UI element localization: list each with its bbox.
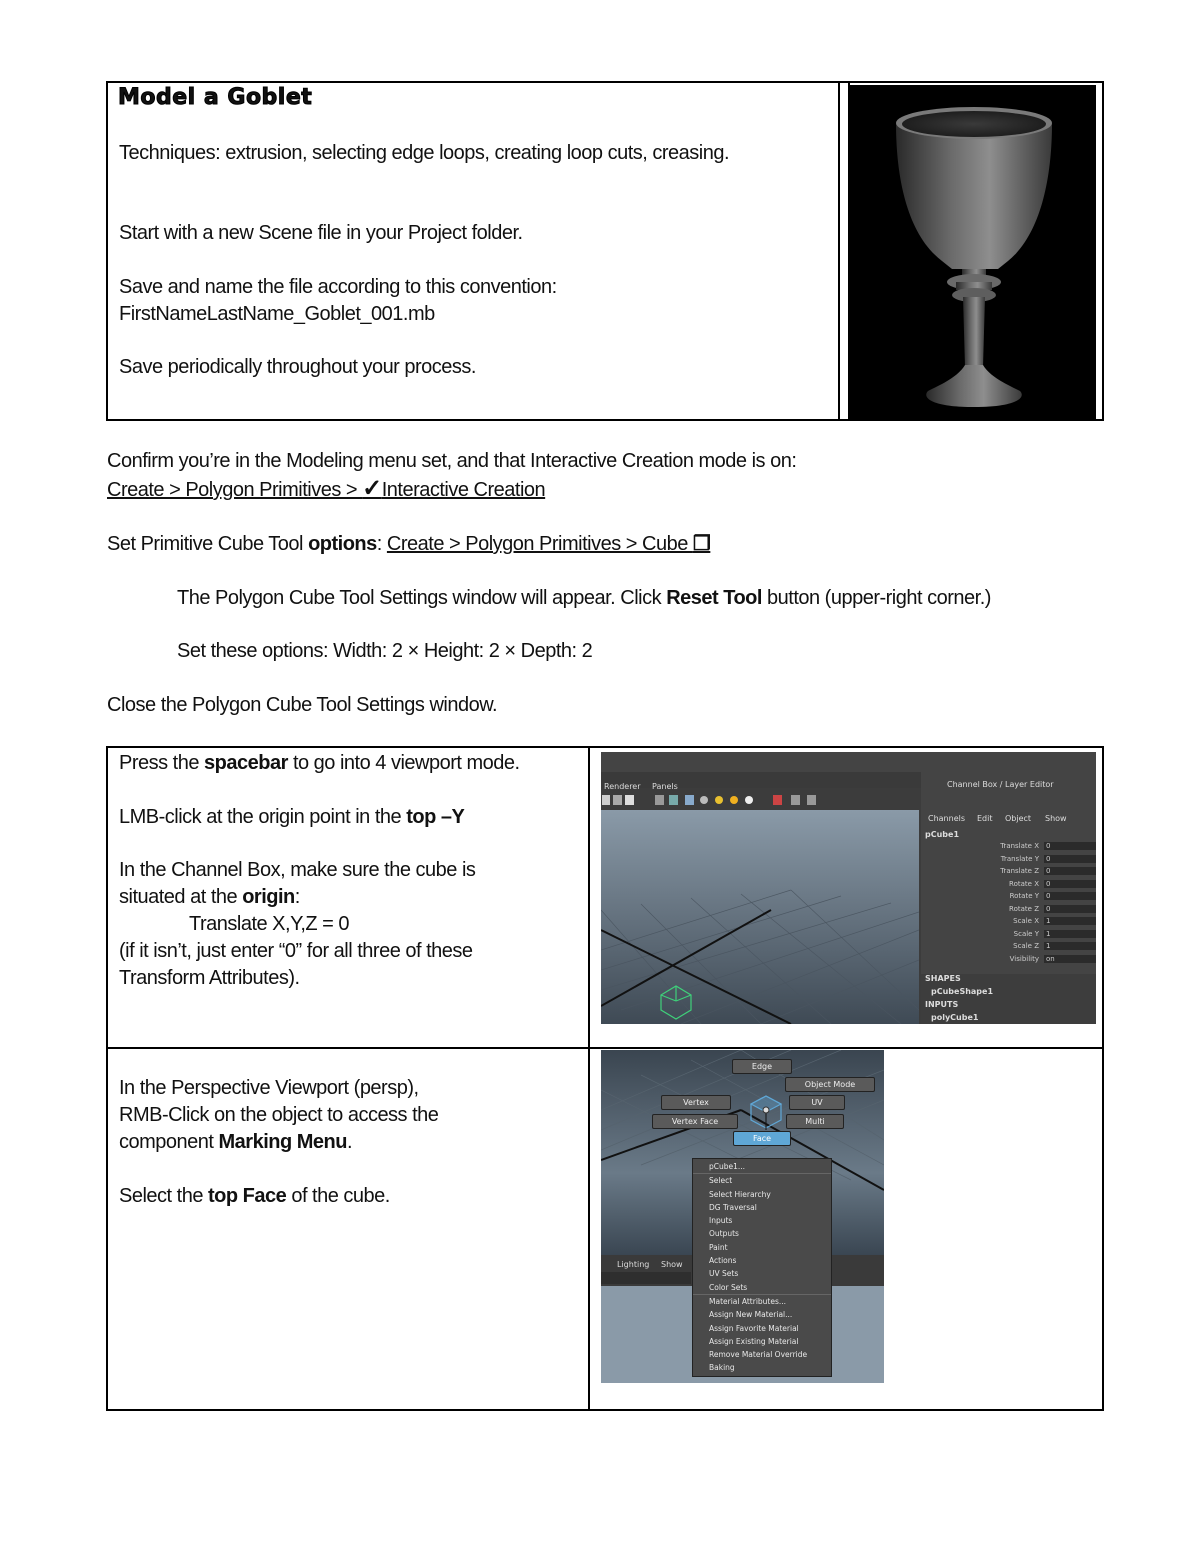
attribute-value[interactable]: 1 xyxy=(1044,917,1096,925)
reset-tool-bold: Reset Tool xyxy=(666,587,762,609)
attribute-name: Rotate Z xyxy=(1009,904,1039,913)
goblet-render xyxy=(850,85,1096,419)
channel-attribute-row[interactable] xyxy=(921,842,1091,854)
option-box-icon: ❒ xyxy=(692,533,711,555)
tab-object[interactable]: Object xyxy=(1005,814,1032,823)
attribute-name: Translate Y xyxy=(1000,854,1039,863)
viewport-toolbar-icons xyxy=(601,794,851,808)
options-line: Set these options: Width: 2 × Height: 2 × Depth: 2 xyxy=(177,640,593,662)
attribute-name: Visibility xyxy=(1009,954,1039,963)
top-y-bold: top –Y xyxy=(406,806,465,828)
channel-attribute-row[interactable] xyxy=(921,867,1091,879)
context-menu-item[interactable]: Actions xyxy=(709,1256,737,1266)
set-colon: : xyxy=(376,533,387,555)
context-menu-item[interactable]: UV Sets xyxy=(709,1269,739,1279)
attribute-name: Rotate X xyxy=(1009,879,1039,888)
context-menu-item[interactable]: Select xyxy=(709,1176,733,1186)
step1-line7: Transform Attributes). xyxy=(119,967,300,989)
top-viewport[interactable] xyxy=(601,810,919,1024)
marking-menu-bold: Marking Menu xyxy=(218,1131,347,1153)
attribute-name: Translate Z xyxy=(1000,867,1039,875)
top-face-bold: top Face xyxy=(208,1185,287,1207)
input-name: polyCube1 xyxy=(931,1013,979,1022)
step1-l4-text: situated at the xyxy=(119,886,243,908)
context-menu xyxy=(692,1158,832,1377)
step2-l3-text: component xyxy=(119,1131,219,1153)
attribute-name: Scale Z xyxy=(1013,942,1039,950)
goblet-render-image xyxy=(850,85,1096,419)
attribute-value[interactable]: 0 xyxy=(1044,855,1096,863)
step1-text-c: to go into 4 viewport mode. xyxy=(287,752,520,774)
channel-attribute-row[interactable] xyxy=(921,930,1091,942)
channel-attribute-row[interactable] xyxy=(921,855,1091,867)
marking-menu-edge[interactable]: Edge xyxy=(732,1059,792,1074)
inputs-label: INPUTS xyxy=(925,1000,959,1009)
path-prefix: Create > Polygon Primitives > xyxy=(107,479,363,501)
step1-l4-colon: : xyxy=(294,886,300,908)
attribute-value[interactable]: 1 xyxy=(1044,942,1096,950)
marking-menu-uv[interactable]: UV xyxy=(789,1095,845,1110)
attribute-name: Scale Y xyxy=(1013,929,1039,938)
step2-l4-suffix: of the cube. xyxy=(286,1185,390,1207)
step1-line5: Translate X,Y,Z = 0 xyxy=(189,913,350,935)
context-menu-item[interactable]: Material Attributes... xyxy=(693,1294,831,1308)
context-menu-item[interactable]: Select Hierarchy xyxy=(709,1189,771,1199)
header-divider xyxy=(838,83,850,419)
marking-menu-vertex[interactable]: Vertex xyxy=(661,1095,731,1110)
filename-text: FirstNameLastName_Goblet_001.mb xyxy=(119,303,435,325)
spacebar-bold: spacebar xyxy=(204,752,288,774)
context-menu-item[interactable]: DG Traversal xyxy=(709,1202,757,1212)
shapes-label: SHAPES xyxy=(925,974,961,983)
context-menu-item[interactable]: Assign Existing Material xyxy=(709,1336,799,1346)
attribute-value[interactable]: 0 xyxy=(1044,842,1096,850)
context-menu-item[interactable]: Inputs xyxy=(709,1216,733,1226)
maya-marking-menu-screenshot xyxy=(601,1050,884,1383)
set-options-line xyxy=(107,531,710,558)
window-prefix: The Polygon Cube Tool Settings window will appear. Click xyxy=(177,587,667,609)
step1-line4 xyxy=(119,884,300,911)
confirm-text: Confirm you’re in the Modeling menu set, and that Interactive Creation mode is on: xyxy=(107,450,797,472)
tab-edit[interactable]: Edit xyxy=(977,814,993,823)
header-table xyxy=(106,81,1104,421)
context-menu-item[interactable]: Remove Material Override xyxy=(709,1350,808,1360)
step1-line6: (if it isn’t, just enter “0” for all three of these xyxy=(119,940,473,962)
menu-renderer: Renderer xyxy=(604,782,641,791)
attribute-value[interactable]: on xyxy=(1044,955,1096,963)
step2-line2: RMB-Click on the object to access the xyxy=(119,1104,439,1126)
step2-l4-text: Select the xyxy=(119,1185,209,1207)
channel-box-panel xyxy=(921,772,1096,1024)
step1-line1 xyxy=(119,750,520,777)
step2-line4 xyxy=(119,1183,390,1210)
attribute-name: Scale X xyxy=(1013,917,1039,925)
context-menu-item[interactable]: Paint xyxy=(709,1242,728,1252)
path-suffix: Interactive Creation xyxy=(381,479,546,501)
step1-l2-text: LMB-click at the origin point in the xyxy=(119,806,407,828)
maya-channel-box-screenshot xyxy=(601,752,1096,1024)
origin-bold: origin xyxy=(242,886,295,908)
viewport-grid xyxy=(601,810,919,1024)
step1-line3: In the Channel Box, make sure the cube is xyxy=(119,859,476,881)
panel-menu-show[interactable]: Show xyxy=(661,1260,683,1269)
tab-channels[interactable]: Channels xyxy=(928,814,966,823)
channel-attribute-row[interactable] xyxy=(921,892,1091,904)
marking-menu-object-mode[interactable]: Object Mode xyxy=(785,1077,875,1092)
attribute-name: Rotate Y xyxy=(1009,892,1039,900)
start-text: Start with a new Scene file in your Project folder. xyxy=(119,222,523,244)
context-menu-item[interactable]: Assign New Material... xyxy=(709,1310,793,1320)
options-bold: options xyxy=(308,533,377,555)
context-menu-item[interactable]: Outputs xyxy=(709,1229,739,1239)
context-menu-item[interactable]: Assign Favorite Material xyxy=(709,1323,799,1333)
window-suffix: button (upper-right corner.) xyxy=(761,587,991,609)
interactive-creation-path xyxy=(107,475,545,504)
save-periodic-text: Save periodically throughout your process. xyxy=(119,356,476,378)
attribute-name: Translate X xyxy=(1000,842,1039,850)
shape-name: pCubeShape1 xyxy=(931,987,994,996)
channel-attribute-row[interactable] xyxy=(921,942,1091,954)
marking-menu-multi[interactable]: Multi xyxy=(786,1114,844,1129)
attribute-value[interactable]: 0 xyxy=(1044,905,1096,913)
marking-menu-face[interactable]: Face xyxy=(733,1131,791,1146)
context-menu-item[interactable]: Baking xyxy=(709,1363,735,1373)
menu-panels: Panels xyxy=(652,782,678,791)
save-convention-text: Save and name the file according to this convention: xyxy=(119,276,557,298)
set-prefix: Set Primitive Cube Tool xyxy=(107,533,309,555)
channel-attribute-row[interactable] xyxy=(921,955,1091,967)
attribute-value[interactable]: 1 xyxy=(1044,930,1096,938)
step2-line3 xyxy=(119,1129,352,1156)
marking-menu-vertex-face[interactable]: Vertex Face xyxy=(652,1114,738,1129)
reset-tool-line xyxy=(177,585,991,612)
steps-table xyxy=(106,746,1104,1411)
attribute-value[interactable]: 0 xyxy=(1044,867,1096,875)
check-icon: ✓ xyxy=(362,475,382,502)
tab-show[interactable]: Show xyxy=(1045,814,1067,823)
step1-text-a: Press the xyxy=(119,752,205,774)
page-title: Model a Goblet xyxy=(118,85,313,110)
channel-attributes xyxy=(921,842,1096,972)
close-window-line: Close the Polygon Cube Tool Settings window. xyxy=(107,694,498,716)
cube-options-path: Create > Polygon Primitives > Cube xyxy=(386,533,693,555)
column-divider xyxy=(588,748,590,1409)
step2-line1: In the Perspective Viewport (persp), xyxy=(119,1077,419,1099)
context-menu-item[interactable]: Color Sets xyxy=(709,1282,748,1292)
step2-l3-period: . xyxy=(346,1131,353,1153)
channel-attribute-row[interactable] xyxy=(921,880,1091,892)
context-menu-item[interactable]: pCube1... xyxy=(693,1160,831,1174)
step1-line2 xyxy=(119,804,464,831)
techniques-text: Techniques: extrusion, selecting edge loops, creating loop cuts, creasing. xyxy=(119,142,730,164)
row-divider xyxy=(108,1047,1102,1049)
attribute-value[interactable]: 0 xyxy=(1044,892,1096,900)
object-name: pCube1 xyxy=(925,830,960,839)
channel-attribute-row[interactable] xyxy=(921,905,1091,917)
panel-menu-lighting[interactable]: Lighting xyxy=(617,1260,650,1269)
channel-attribute-row[interactable] xyxy=(921,917,1091,929)
attribute-value[interactable]: 0 xyxy=(1044,880,1096,888)
channel-box-title: Channel Box / Layer Editor xyxy=(947,780,1054,789)
